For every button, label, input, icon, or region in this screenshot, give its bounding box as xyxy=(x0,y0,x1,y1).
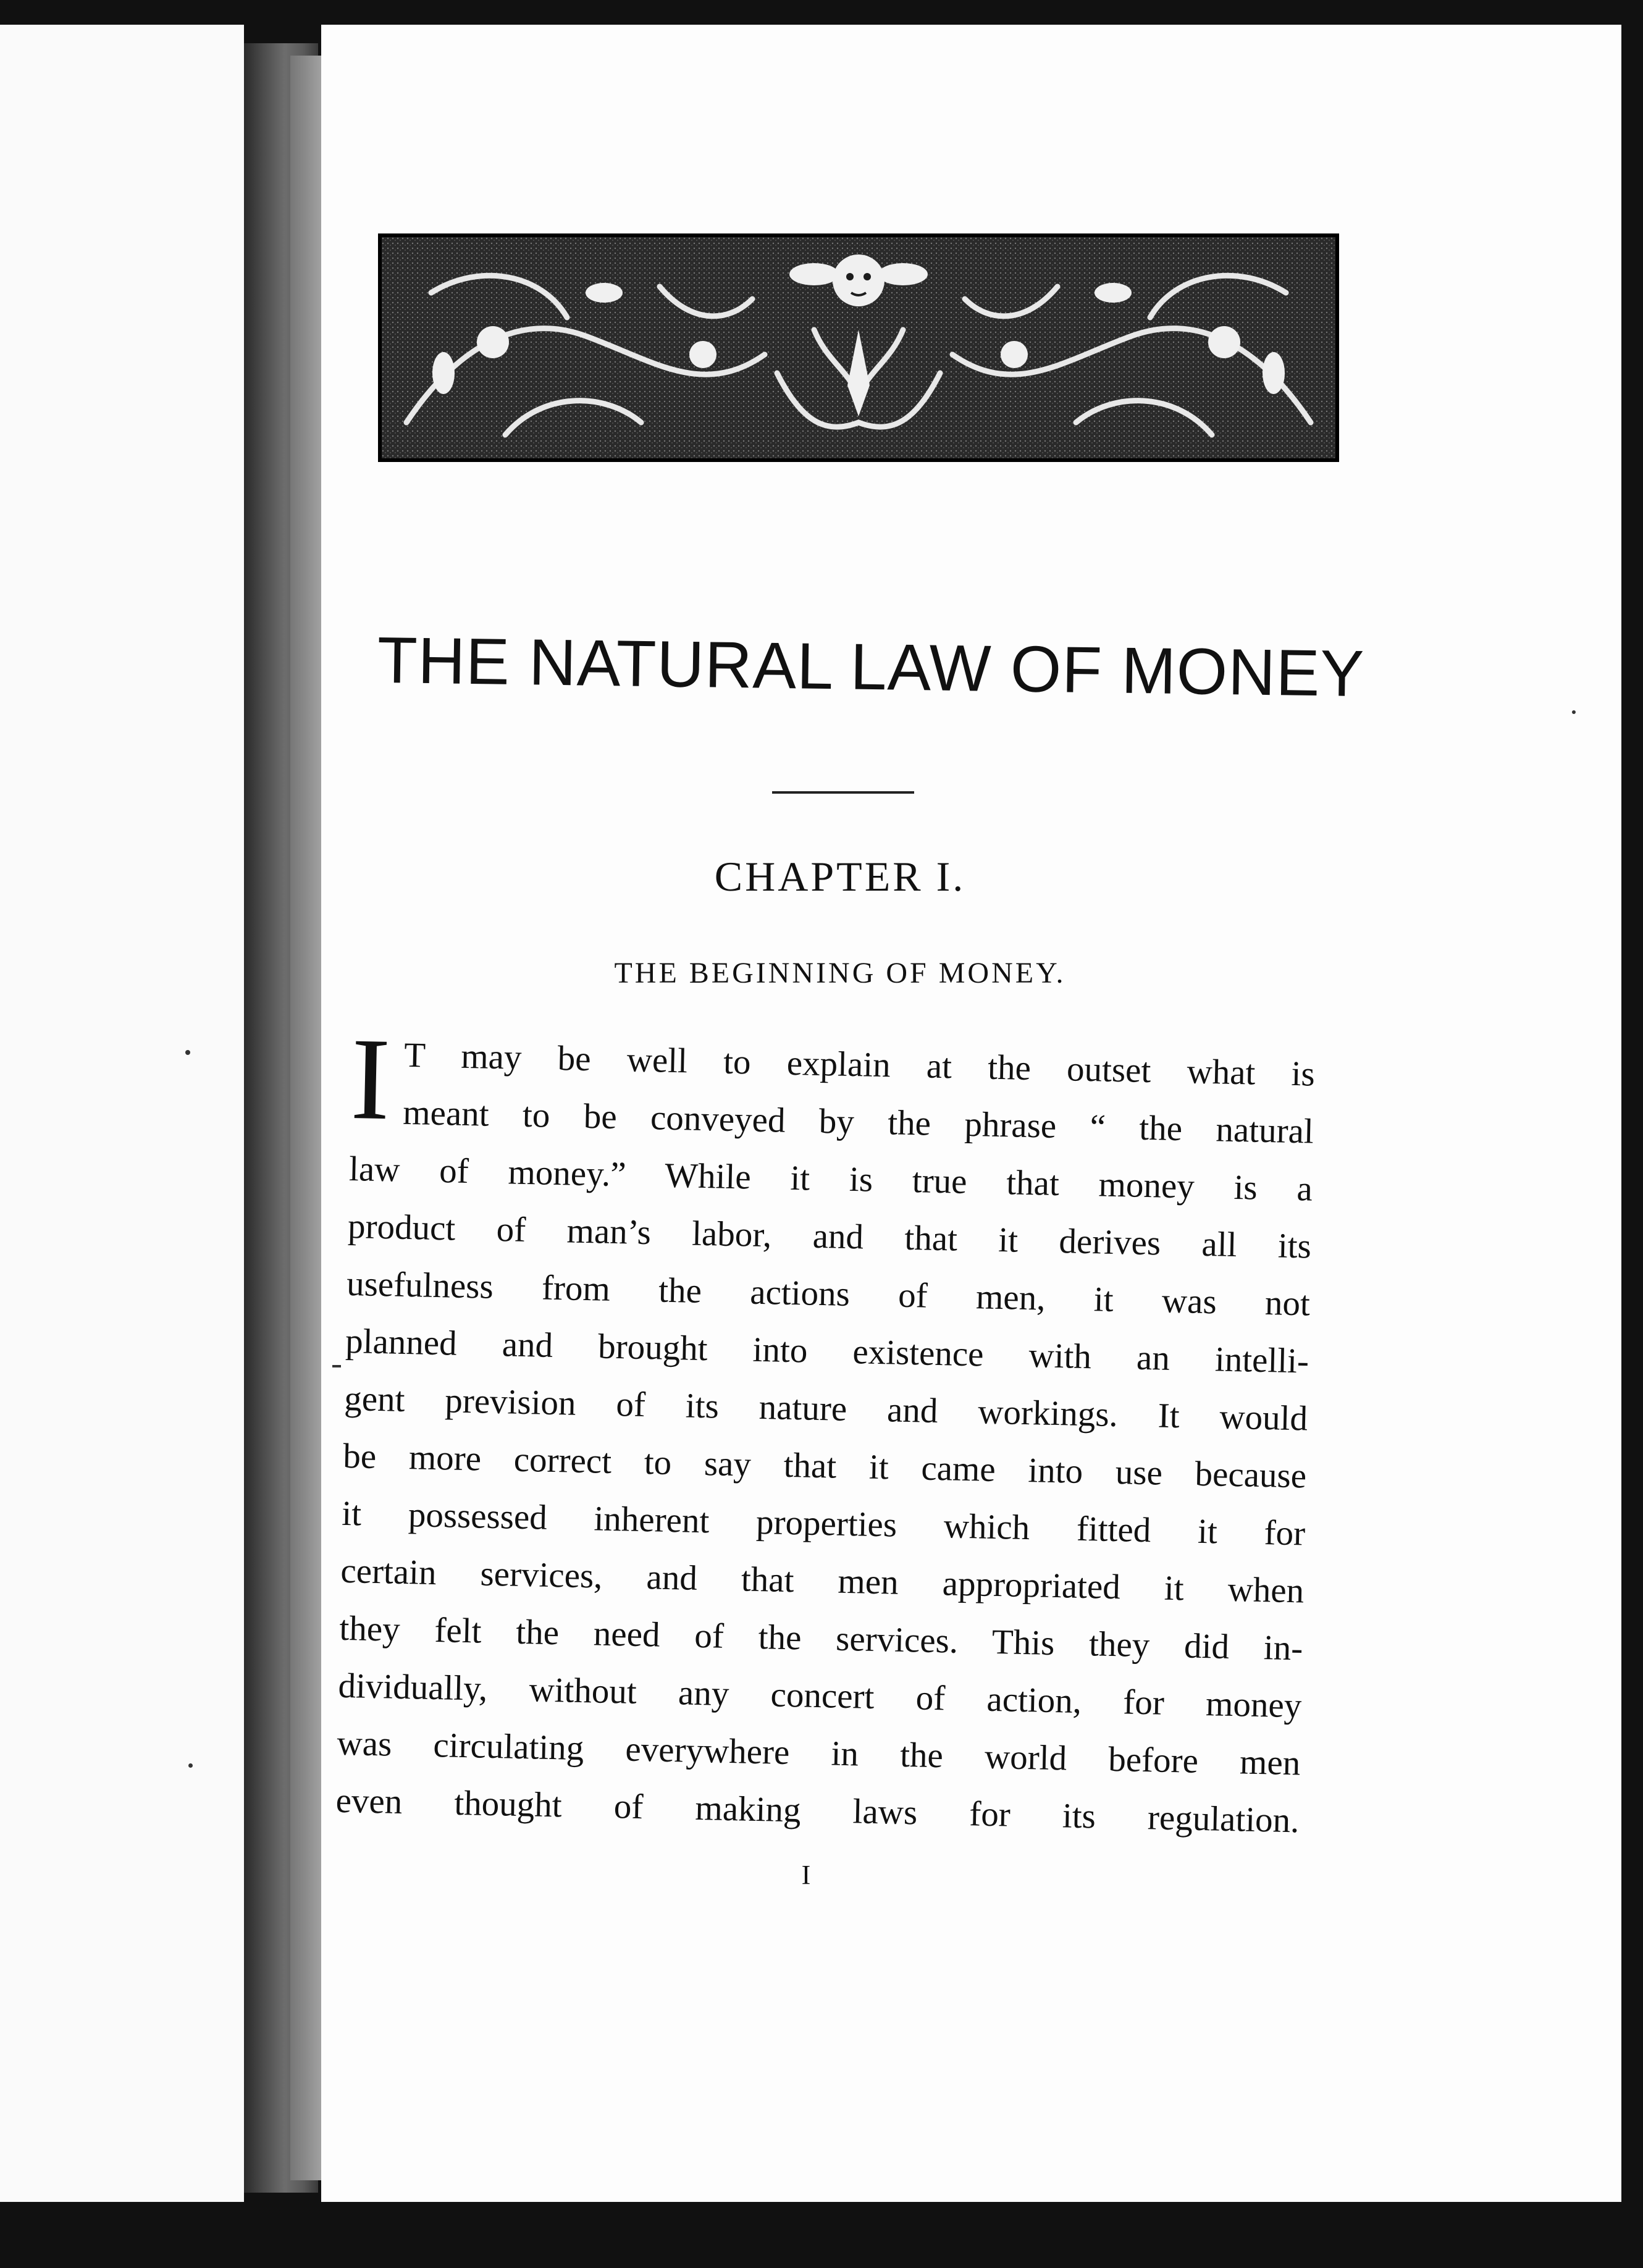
margin-mark xyxy=(332,1365,341,1367)
body-line: product of man’s labor, and that it derives all its xyxy=(347,1206,1312,1266)
title-divider xyxy=(772,791,914,794)
body-line: meant to be conveyed by the phrase “ the natural xyxy=(402,1093,1314,1151)
scan-speck xyxy=(185,1050,190,1055)
body-line: usefulness from the actions of men, it was not xyxy=(346,1264,1311,1324)
engraved-headpiece-icon xyxy=(378,233,1339,462)
page-number: I xyxy=(801,1860,811,1890)
body-line: was circulating everywhere in the world before men xyxy=(336,1723,1301,1783)
chapter-heading: CHAPTER I. xyxy=(714,853,966,900)
body-line: even thought of making laws for its regulation. xyxy=(335,1781,1300,1841)
body-line: be more correct to say that it came into use because xyxy=(342,1436,1307,1496)
drop-cap: I xyxy=(349,1014,392,1145)
body-line: certain services, and that men appropriated it when xyxy=(340,1551,1305,1611)
left-page-edge xyxy=(0,25,244,2202)
body-line: they felt the need of the services. This they did in- xyxy=(338,1608,1303,1668)
body-line: gent prevision of its nature and workings. It would xyxy=(343,1379,1308,1438)
scan-speck xyxy=(188,1763,193,1768)
body-line: planned and brought into existence with an intelli- xyxy=(345,1321,1309,1381)
body-line: T may be well to explain at the outset what is xyxy=(403,1035,1316,1094)
body-line: law of money.” While it is true that money is a xyxy=(348,1149,1313,1209)
book-title: THE NATURAL LAW OF MONEY xyxy=(377,623,1365,711)
body-line: it possessed inherent properties which fitted it for xyxy=(341,1493,1306,1553)
body-line: dividually, without any concert of action, for money xyxy=(337,1666,1302,1726)
body-text xyxy=(335,1014,1316,1849)
section-heading: THE BEGINNING OF MONEY. xyxy=(614,957,1066,989)
scan-speck xyxy=(1572,710,1576,714)
